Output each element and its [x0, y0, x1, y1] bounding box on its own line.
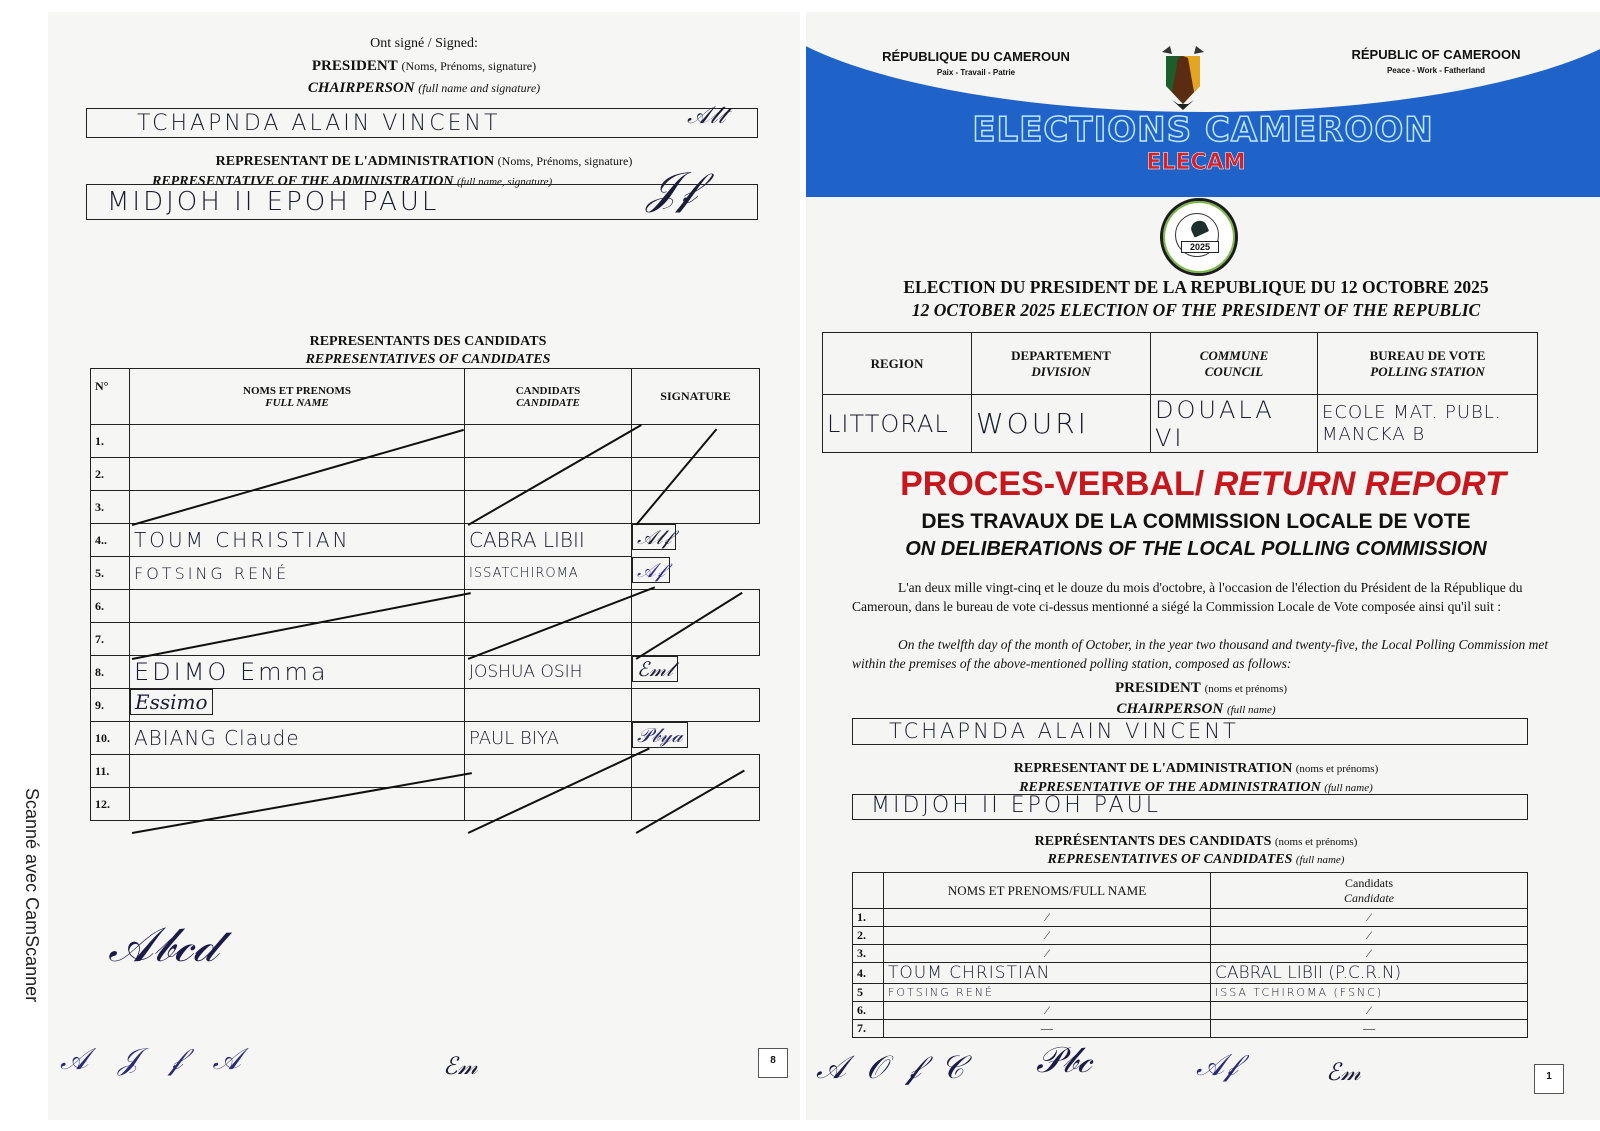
large-signature: 𝒜𝒷𝒸𝒹 — [108, 917, 218, 973]
table-row: 7. — [91, 623, 760, 656]
col-council: COMMUNE COUNCIL — [1151, 333, 1318, 395]
header-right-title: RÉPUBLIC OF CAMEROON — [1351, 47, 1521, 62]
right-admin-label-fr: REPRESENTANT DE L'ADMINISTRATION (noms et prénoms) — [1013, 761, 1379, 776]
reps-heading-en: REPRESENTATIVES OF CANDIDATES — [305, 352, 551, 367]
president-name-field — [86, 101, 758, 138]
right-reps-heading-fr: REPRÉSENTANTS DES CANDIDATS (noms et prénoms) — [1034, 834, 1358, 849]
initials-row: 𝒜𝒥𝒻𝒜 — [60, 1042, 271, 1077]
right-president-label-fr: PRESIDENT (noms et prénoms) — [1114, 680, 1288, 696]
col-signature: SIGNATURE — [632, 369, 760, 425]
council-value: DOUALA VI — [1151, 395, 1318, 453]
col-polling-station: BUREAU DE VOTE POLLING STATION — [1318, 333, 1538, 395]
division-value: WOURI — [972, 395, 1151, 453]
president-label-fr: PRESIDENT (Noms, Prénoms, signature) — [311, 58, 537, 74]
right-president-name: TCHAPNDA ALAIN VINCENT — [889, 719, 1239, 743]
report-title: PROCES-VERBAL/ RETURN REPORT — [900, 465, 1506, 503]
table-row: 9. Essimo — [91, 689, 760, 722]
col-division: DEPARTEMENT DIVISION — [972, 333, 1151, 395]
table-row: 3. — [91, 491, 760, 524]
admin-signature: 𝒥𝒻 — [647, 163, 697, 214]
location-table — [822, 332, 1538, 453]
left-reps-table — [90, 368, 760, 821]
polling-station-value: ECOLE MAT. PUBL. MANCKA B — [1318, 395, 1538, 453]
brand-title: ELECTIONS CAMEROON — [972, 110, 1434, 150]
col-candidate: Candidats Candidate — [1211, 873, 1528, 909]
header-left-title: RÉPUBLIQUE DU CAMEROUN — [882, 49, 1070, 64]
initial-signature: ℰ𝓂 — [443, 1052, 478, 1080]
right-president-label-en: CHAIRPERSON (full name) — [1116, 701, 1276, 717]
right-initials-row: 𝒜𝒪𝒻𝒞 — [816, 1048, 985, 1086]
table-row: 6. — [91, 590, 760, 623]
right-initial-signature: ℰ𝓂 — [1326, 1058, 1361, 1086]
report-subtitle-en: ON DELIBERATIONS OF THE LOCAL POLLING COMMISSION — [905, 538, 1487, 560]
reps-heading-fr: REPRESENTANTS DES CANDIDATS — [309, 334, 547, 349]
president-signature: 𝒜𝓁𝓉 — [687, 101, 726, 129]
right-admin-name: MIDJOH II EPOH PAUL — [871, 793, 1162, 818]
admin-label-fr: REPRESENTANT DE L'ADMINISTRATION (Noms, Prénoms, signature) — [215, 154, 633, 169]
admin-name: MIDJOH II EPOH PAUL — [107, 187, 440, 217]
header-left-motto: Paix - Travail - Patrie — [936, 68, 1016, 77]
report-subtitle-fr: DES TRAVAUX DE LA COMMISSION LOCALE DE VOTE — [921, 510, 1471, 533]
table-row: 11. — [91, 755, 760, 788]
intro-fr: L'an deux mille vingt-cinq et le douze du mois d'octobre, à l'occasion de l'élection du Président de la République du Cameroun, dans le bureau de vote ci-dessus mentionné a siégé la Commission Locale de Vote composée ainsi qu'il suit : — [852, 580, 1523, 614]
table-row: 1. ⁄ ⁄ — [853, 909, 1528, 927]
election-title-en: 12 OCTOBER 2025 ELECTION OF THE PRESIDENT OF THE REPUBLIC — [911, 300, 1481, 320]
right-large-signature: 𝒫𝒷𝒸 — [1036, 1040, 1092, 1081]
header-right-motto: Peace - Work - Fatherland — [1386, 66, 1486, 75]
table-row: 5. FOTSING RENÉ ISSATCHIROMA 𝒜𝒻 — [91, 557, 760, 590]
table-row: 6. ⁄ ⁄ — [853, 1002, 1528, 1020]
right-reps-table — [852, 872, 1528, 1038]
page-number: 8 — [758, 1048, 788, 1078]
coat-of-arms-icon — [1158, 44, 1208, 112]
table-row: 12. — [91, 788, 760, 821]
elecam-seal-icon: 2025 — [1160, 198, 1238, 276]
col-no: N° — [91, 369, 130, 425]
right-admin-name-field — [852, 794, 1528, 820]
col-full-name: NOMS ET PRENOMS/FULL NAME — [884, 873, 1211, 909]
table-row: 7. — — — [853, 1020, 1528, 1038]
left-page — [48, 12, 800, 1120]
right-page — [806, 12, 1600, 1120]
admin-label-en: REPRESENTATIVE OF THE ADMINISTRATION (full name, signature) — [152, 174, 553, 189]
signed-heading: Ont signé / Signed: — [370, 36, 478, 51]
brand-abbr: ELECAM — [1146, 150, 1246, 175]
camscanner-watermark: Scanné avec CamScanner — [22, 788, 42, 1003]
election-title-fr: ELECTION DU PRESIDENT DE LA REPUBLIQUE DU 12 OCTOBRE 2025 — [903, 277, 1489, 297]
page-number: 1 — [1534, 1064, 1564, 1094]
right-signature: 𝒜𝒻 — [1196, 1048, 1238, 1083]
table-row: 2. ⁄ ⁄ — [853, 927, 1528, 945]
col-name: NOMS ET PRENOMS FULL NAME — [130, 369, 465, 425]
president-name: TCHAPNDA ALAIN VINCENT — [137, 111, 501, 136]
table-row: 4.. TOUM CHRISTIAN CABRA LIBII 𝒜𝓁𝒻 — [91, 524, 760, 557]
table-row: 2. — [91, 458, 760, 491]
right-admin-label-en: REPRESENTATIVE OF THE ADMINISTRATION (full name) — [1019, 780, 1373, 795]
table-row: 8. EDIMO Emma JOSHUA OSIH ℰ𝓂𝓁 — [91, 656, 760, 689]
table-row: 4. TOUM CHRISTIAN CABRAL LIBII (P.C.R.N) — [853, 963, 1528, 984]
president-label-en: CHAIRPERSON (full name and signature) — [307, 80, 541, 96]
table-row: 5 FOTSING RENÉ ISSA TCHIROMA (FSNC) — [853, 984, 1528, 1002]
table-row: 10. ABIANG Claude PAUL BIYA 𝒫𝒷𝓎𝒶 — [91, 722, 760, 755]
intro-en: On the twelfth day of the month of October, in the year two thousand and twenty-five, the Local Polling Commission met within the premises of the above-mentioned polling station, composed as follows: — [852, 637, 1549, 671]
region-value: LITTORAL — [823, 395, 972, 453]
right-president-name-field — [852, 718, 1528, 745]
table-row: 3. ⁄ ⁄ — [853, 945, 1528, 963]
table-row: 1. — [91, 425, 760, 458]
right-reps-heading-en: REPRESENTATIVES OF CANDIDATES (full name) — [1047, 852, 1345, 867]
col-region: REGION — [823, 333, 972, 395]
col-candidate: CANDIDATS CANDIDATE — [465, 369, 632, 425]
